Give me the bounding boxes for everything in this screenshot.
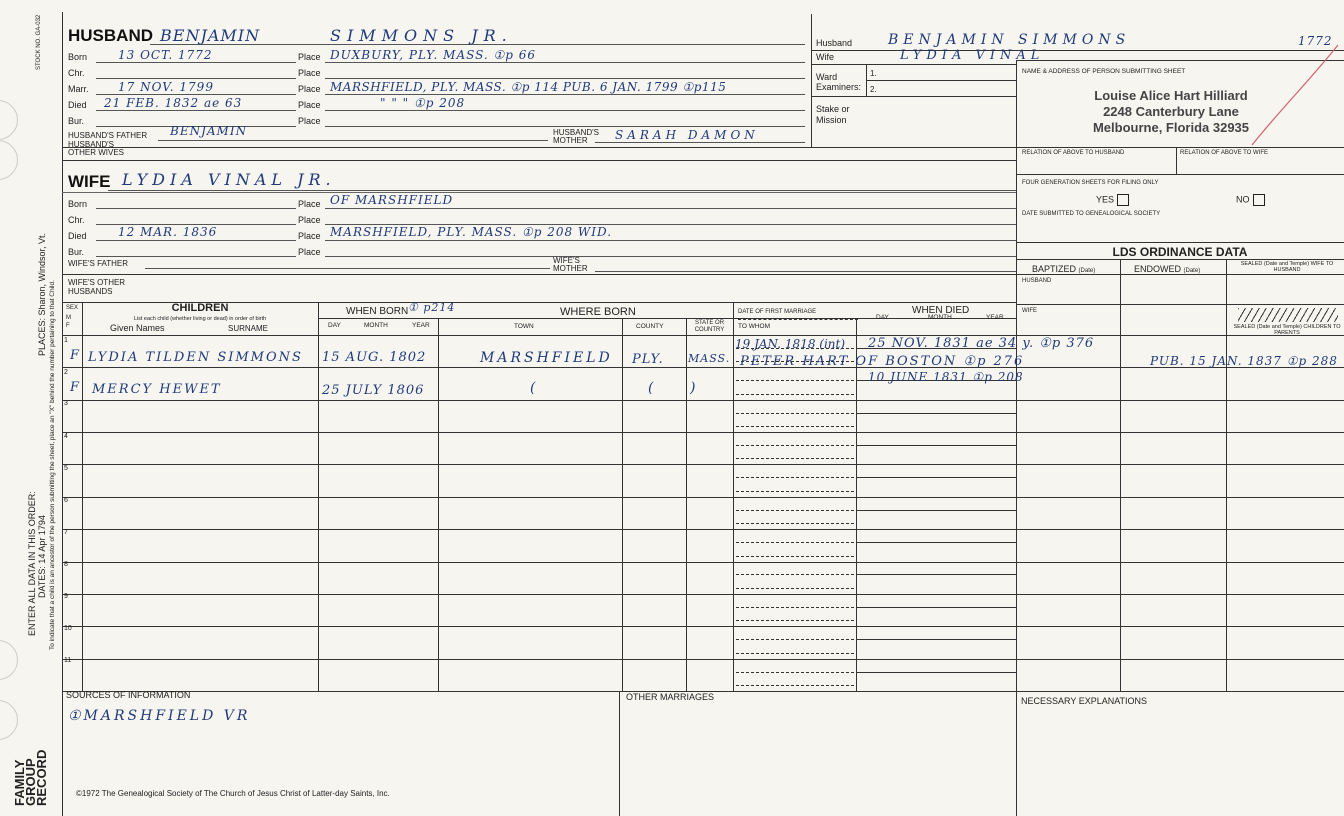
death-date-line xyxy=(856,542,1016,543)
death-date-line xyxy=(856,639,1016,640)
where-born-label: WHERE BORN xyxy=(560,306,636,318)
wife-died-place[interactable]: MARSHFIELD, PLY. MASS. ①p 208 WID. xyxy=(330,225,613,239)
husband-born-date[interactable]: 13 OCT. 1772 xyxy=(118,48,213,62)
binder-hole xyxy=(0,640,18,680)
died-year-label: YEAR xyxy=(986,314,1004,321)
spouse-line xyxy=(736,685,854,686)
born-day-label: DAY xyxy=(328,322,341,329)
child-1-spouse[interactable]: PETER HART OF BOSTON ①p 276 xyxy=(740,354,1025,369)
spouse-line xyxy=(736,523,854,524)
child-7-number: 7 xyxy=(64,529,68,536)
wife-bur-place-label: Place xyxy=(298,247,321,257)
endowed-label xyxy=(1134,264,1200,274)
right-husband-value[interactable]: BENJAMIN SIMMONS xyxy=(888,32,1131,48)
to-whom-label: TO WHOM xyxy=(738,323,771,330)
husband-heading: HUSBAND xyxy=(68,26,153,45)
date-submitted-label: DATE SUBMITTED TO GENEALOGICAL SOCIETY xyxy=(1022,211,1161,217)
child-1-number: 1 xyxy=(64,337,68,344)
child-2-died[interactable]: 10 JUNE 1831 ①p 208 xyxy=(868,370,1024,384)
four-gen-no[interactable] xyxy=(1236,194,1265,206)
lds-wife-label: WIFE xyxy=(1022,308,1037,314)
husband-father[interactable]: BENJAMIN xyxy=(170,124,248,138)
husband-marr-place[interactable]: MARSHFIELD, PLY. MASS. ①p 114 PUB. 6 JAN. 1799 ①p115 xyxy=(330,80,727,94)
husband-given-name[interactable]: BENJAMIN xyxy=(160,26,261,45)
endowed-date-note: (Date) xyxy=(1183,268,1201,274)
binder-hole xyxy=(0,100,18,140)
four-gen-yes[interactable] xyxy=(1096,194,1129,206)
child-1-state[interactable]: MASS. xyxy=(688,352,731,365)
given-names-label: Given Names xyxy=(110,323,165,333)
husband-mother-label: HUSBAND'S MOTHER xyxy=(553,128,599,145)
husband-father-label: HUSBAND'S FATHER xyxy=(68,131,148,140)
child-row-divider xyxy=(62,594,1344,595)
when-born-source: ① p214 xyxy=(408,301,456,314)
sealed-children-label: SEALED (Date and Temple) CHILDREN TO PARENTS xyxy=(1233,324,1341,336)
husband-died-label: Died xyxy=(68,100,87,110)
death-date-line xyxy=(856,413,1016,414)
death-date-line xyxy=(856,607,1016,608)
wife-other-husbands-label: WIFE'S OTHER HUSBANDS xyxy=(68,278,126,296)
died-day-label: DAY xyxy=(876,314,889,321)
husband-marr-date[interactable]: 17 NOV. 1799 xyxy=(118,80,214,94)
marriage-date-line xyxy=(736,477,854,478)
born-year-label: YEAR xyxy=(412,322,430,329)
lds-husband-label: HUSBAND xyxy=(1022,278,1052,284)
husband-died-place[interactable]: " " " ①p 208 xyxy=(380,96,466,110)
marriage-date-line xyxy=(736,639,854,640)
child-1-marriage-date[interactable]: 19 JAN. 1818 (int) xyxy=(735,337,846,351)
wife-chr-label: Chr. xyxy=(68,215,85,225)
right-wife-label: Wife xyxy=(816,52,834,62)
endowed-text: ENDOWED xyxy=(1134,264,1181,274)
baptized-label xyxy=(1032,264,1095,274)
ward-label: Ward xyxy=(816,72,838,82)
examiner-2: 2. xyxy=(870,85,877,94)
husband-born-label: Born xyxy=(68,52,88,62)
child-2-town[interactable]: ( xyxy=(530,380,537,396)
mf-label: M F xyxy=(66,315,71,329)
husband-surname[interactable]: SIMMONS JR. xyxy=(330,26,513,45)
wife-died-label: Died xyxy=(68,231,87,241)
child-1-county[interactable]: PLY. xyxy=(632,352,664,367)
child-2-county[interactable]: ( xyxy=(648,380,655,396)
baptized-date-note: (Date) xyxy=(1078,268,1096,274)
husband-bur-label: Bur. xyxy=(68,116,85,126)
wife-mother-label: WIFE'S MOTHER xyxy=(553,256,588,273)
marriage-date-line xyxy=(736,413,854,414)
wife-died-place-label: Place xyxy=(298,231,321,241)
ancestor-note: To indicate that a child is an ancestor of the person submitting the sheet, place an "X" behind the number pertaining to that Child. xyxy=(49,280,56,650)
child-2-number: 2 xyxy=(64,369,68,376)
wife-born-place-label: Place xyxy=(298,199,321,209)
died-month-label: MONTH xyxy=(928,314,952,321)
state-label: STATE OR COUNTRY xyxy=(694,320,725,333)
child-11-number: 11 xyxy=(64,657,72,664)
marriage-date-line xyxy=(736,380,854,381)
child-10-number: 10 xyxy=(64,625,72,632)
child-2-sex[interactable]: F xyxy=(70,380,81,395)
copyright: ©1972 The Genealogical Society of The Church of Jesus Christ of Latter-day Saints, Inc. xyxy=(76,789,390,798)
surname-label: SURNAME xyxy=(228,324,269,333)
spouse-line xyxy=(736,394,854,395)
child-1-name[interactable]: LYDIA TILDEN SIMMONS xyxy=(88,350,303,365)
child-2-born[interactable]: 25 JULY 1806 xyxy=(322,383,425,398)
death-date-line xyxy=(856,574,1016,575)
child-6-number: 6 xyxy=(64,497,68,504)
marriage-date-line xyxy=(736,672,854,673)
child-1-born[interactable]: 15 AUG. 1802 xyxy=(322,350,427,365)
child-4-number: 4 xyxy=(64,433,68,440)
child-3-number: 3 xyxy=(64,400,68,407)
necessary-explanations-label: NECESSARY EXPLANATIONS xyxy=(1021,696,1148,706)
other-marriages-label: OTHER MARRIAGES xyxy=(626,692,715,702)
wife-born-label: Born xyxy=(68,199,88,209)
pen-check-mark xyxy=(1250,40,1340,150)
yes-checkbox[interactable] xyxy=(1117,194,1129,206)
husband-died-place-label: Place xyxy=(298,100,321,110)
marriage-date-line xyxy=(736,510,854,511)
wife-born-place[interactable]: OF MARSHFIELD xyxy=(330,193,454,207)
child-8-number: 8 xyxy=(64,561,68,568)
lds-title: LDS ORDINANCE DATA xyxy=(1112,245,1248,259)
town-label: TOWN xyxy=(514,323,534,330)
wife-bur-label: Bur. xyxy=(68,247,85,257)
children-label: CHILDREN xyxy=(171,302,229,314)
child-row-divider xyxy=(62,464,1344,465)
spouse-line xyxy=(736,653,854,654)
husband-born-place-label: Place xyxy=(298,52,321,62)
wife-name[interactable]: LYDIA VINAL JR. xyxy=(122,170,336,189)
spouse-line xyxy=(736,458,854,459)
death-date-line xyxy=(856,510,1016,511)
child-2-state[interactable]: ) xyxy=(690,380,697,396)
wife-father-label: WIFE'S FATHER xyxy=(68,259,129,268)
enter-all-data-note: ENTER ALL DATA IN THIS ORDER: xyxy=(27,491,37,636)
when-born-label: WHEN BORN xyxy=(346,306,409,317)
examiners-label: Examiners: xyxy=(816,82,862,92)
child-1-town[interactable]: MARSHFIELD xyxy=(480,350,613,366)
spouse-line xyxy=(736,491,854,492)
husband-mother[interactable]: SARAH DAMON xyxy=(615,128,759,142)
child-1-ordinance[interactable]: PUB. 15 JAN. 1837 ①p 288 xyxy=(1150,354,1338,368)
dates-note: DATES: 14 Apr 1794 xyxy=(37,515,47,598)
examiner-1: 1. xyxy=(870,69,877,78)
marriage-date-line xyxy=(736,542,854,543)
right-husband-label: Husband xyxy=(816,38,853,48)
four-generation-label: FOUR GENERATION SHEETS FOR FILING ONLY xyxy=(1022,180,1159,186)
death-date-line xyxy=(856,672,1016,673)
husband-born-place[interactable]: DUXBURY, PLY. MASS. ①p 66 xyxy=(330,48,537,62)
child-1-died[interactable]: 25 NOV. 1831 ae 34 y. ①p 376 xyxy=(868,336,1095,351)
spouse-line xyxy=(736,556,854,557)
right-husband-year[interactable]: 1772 xyxy=(1298,34,1333,48)
sex-label: SEX xyxy=(66,305,79,311)
hatched-box xyxy=(1238,308,1338,322)
relation-wife-label: RELATION OF ABOVE TO WIFE xyxy=(1180,150,1269,156)
sources-value[interactable]: ①MARSHFIELD VR xyxy=(68,708,251,724)
spouse-line xyxy=(736,620,854,621)
baptized-text: BAPTIZED xyxy=(1032,264,1077,274)
children-note: List each child (whether living or dead) in order of birth xyxy=(133,316,267,322)
husband-died-date[interactable]: 21 FEB. 1832 ae 63 xyxy=(104,96,243,110)
no-label: NO xyxy=(1236,194,1250,205)
death-date-line xyxy=(856,445,1016,446)
submitter-city: Melbourne, Florida 32935 xyxy=(1092,120,1250,135)
child-1-sex[interactable]: F xyxy=(70,348,81,363)
child-row-divider xyxy=(62,400,1344,401)
form-title: FAMILY GROUP RECORD xyxy=(12,749,49,806)
child-row-divider xyxy=(62,497,1344,498)
child-row-divider xyxy=(62,562,1344,563)
sealed-wife-label: SEALED (Date and Temple) WIFE TO HUSBAND xyxy=(1240,261,1334,273)
husband-other-wives-label: HUSBAND'S OTHER WIVES xyxy=(68,140,125,157)
first-marriage-label: DATE OF FIRST MARRIAGE xyxy=(738,309,817,315)
marriage-date-line xyxy=(736,607,854,608)
marriage-date-line xyxy=(736,445,854,446)
marriage-date-line xyxy=(736,574,854,575)
husband-marr-label: Marr. xyxy=(68,84,89,94)
yes-label: YES xyxy=(1096,194,1115,205)
stake-label: Stake or Mission xyxy=(816,104,850,125)
child-row-divider xyxy=(62,529,1344,530)
no-checkbox[interactable] xyxy=(1253,194,1265,206)
relation-husband-label: RELATION OF ABOVE TO HUSBAND xyxy=(1022,150,1125,156)
death-date-line xyxy=(856,477,1016,478)
county-label: COUNTY xyxy=(636,323,664,330)
sources-label: SOURCES OF INFORMATION xyxy=(66,690,191,700)
husband-chr-place-label: Place xyxy=(298,68,321,78)
child-row-divider xyxy=(62,626,1344,627)
places-note: PLACES: Sharon, Windsor, Vt. xyxy=(37,232,47,356)
husband-bur-place-label: Place xyxy=(298,116,321,126)
submitter-name: Louise Alice Hart Hilliard xyxy=(1094,88,1248,103)
child-9-number: 9 xyxy=(64,593,68,600)
right-wife-value[interactable]: LYDIA VINAL xyxy=(900,48,1045,63)
child-2-name[interactable]: MERCY HEWET xyxy=(92,382,222,397)
submitter-street: 2248 Canterbury Lane xyxy=(1103,104,1239,119)
wife-died-date[interactable]: 12 MAR. 1836 xyxy=(118,225,218,239)
child-5-number: 5 xyxy=(64,465,68,472)
submitter-label: NAME & ADDRESS OF PERSON SUBMITTING SHEET xyxy=(1022,68,1186,75)
born-month-label: MONTH xyxy=(364,322,388,329)
husband-chr-label: Chr. xyxy=(68,68,85,78)
stock-number: STOCK NO. GA-032 xyxy=(36,14,42,70)
child-row-divider xyxy=(62,659,1344,660)
child-row-divider xyxy=(62,432,1344,433)
wife-chr-place-label: Place xyxy=(298,215,321,225)
when-died-label: WHEN DIED xyxy=(912,305,970,316)
spouse-line xyxy=(736,588,854,589)
spouse-line xyxy=(736,426,854,427)
wife-heading: WIFE xyxy=(68,172,111,191)
binder-hole xyxy=(0,140,18,180)
husband-marr-place-label: Place xyxy=(298,84,321,94)
